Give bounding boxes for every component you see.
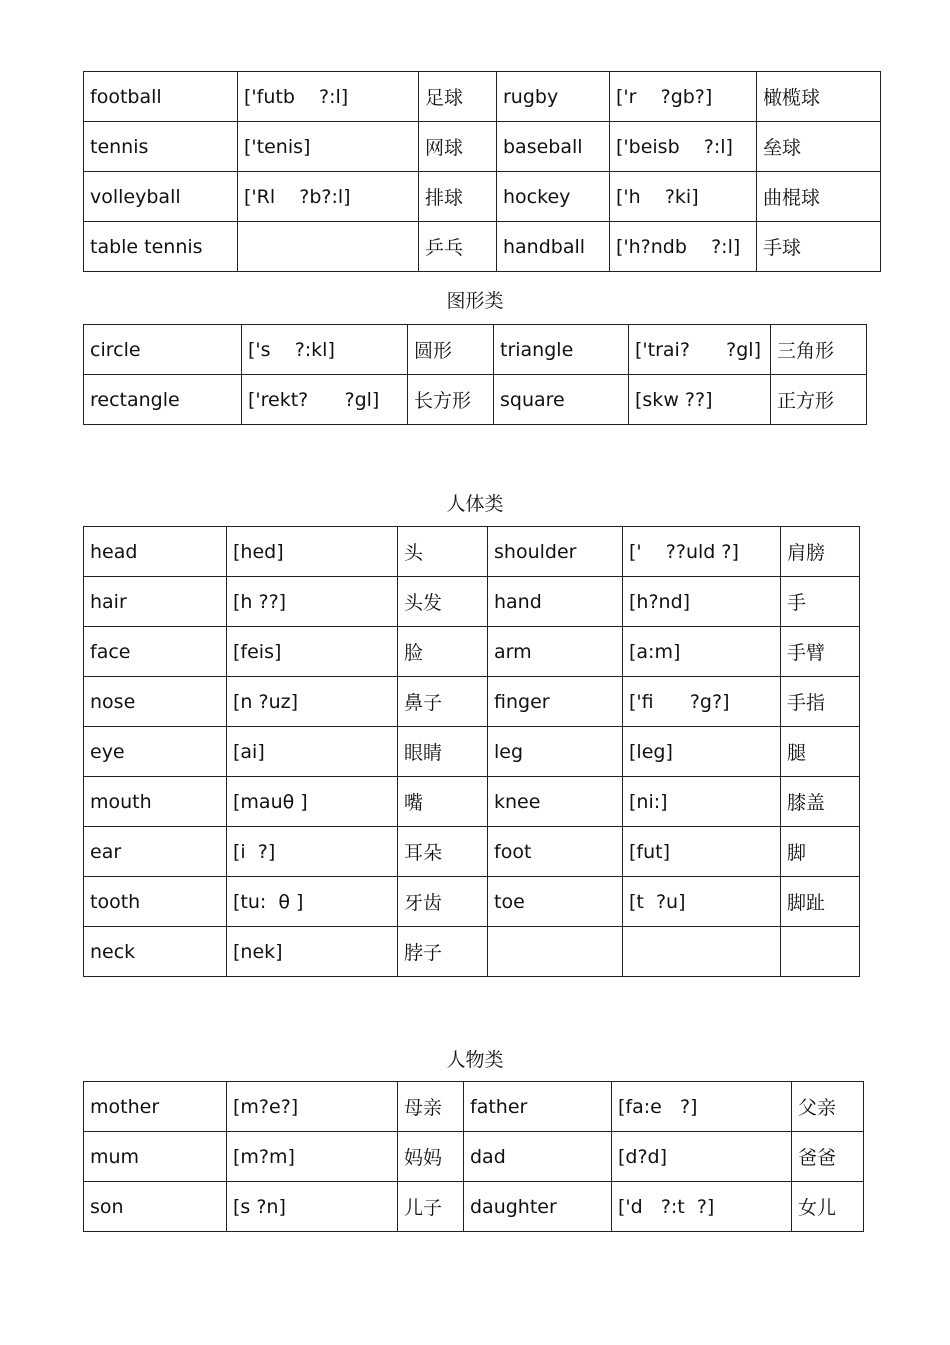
chinese-meaning: 女儿 xyxy=(792,1182,864,1232)
chinese-meaning: 排球 xyxy=(419,172,497,222)
chinese-meaning: 手指 xyxy=(781,677,860,727)
english-word: knee xyxy=(488,777,623,827)
chinese-meaning: 手臂 xyxy=(781,627,860,677)
section-title-shapes: 图形类 xyxy=(446,290,504,312)
chinese-meaning: 肩膀 xyxy=(781,527,860,577)
english-word: toe xyxy=(488,877,623,927)
section-title-people: 人物类 xyxy=(446,1049,504,1071)
english-word: dad xyxy=(464,1132,612,1182)
english-word: finger xyxy=(488,677,623,727)
phonetic: ['r ?gb?] xyxy=(610,72,757,122)
phonetic: ['d ?:t ?] xyxy=(612,1182,792,1232)
english-word xyxy=(488,927,623,977)
phonetic: [d?d] xyxy=(612,1132,792,1182)
chinese-meaning: 妈妈 xyxy=(398,1132,464,1182)
english-word: football xyxy=(84,72,238,122)
phonetic: ['Rl ?b?:l] xyxy=(238,172,419,222)
table-row xyxy=(84,577,860,627)
phonetic: [s ?n] xyxy=(227,1182,398,1232)
people-table xyxy=(83,1081,864,1232)
table-row xyxy=(84,627,860,677)
phonetic: [feis] xyxy=(227,627,398,677)
english-word: face xyxy=(84,627,227,677)
english-word: tennis xyxy=(84,122,238,172)
english-word: volleyball xyxy=(84,172,238,222)
chinese-meaning: 牙齿 xyxy=(398,877,488,927)
english-word: leg xyxy=(488,727,623,777)
chinese-meaning: 橄榄球 xyxy=(757,72,881,122)
table-row xyxy=(84,325,867,375)
phonetic: ['rekt? ?gl] xyxy=(242,375,408,425)
body-table xyxy=(83,526,860,977)
chinese-meaning: 头 xyxy=(398,527,488,577)
phonetic: [i ?] xyxy=(227,827,398,877)
english-word: hair xyxy=(84,577,227,627)
table-row xyxy=(84,877,860,927)
english-word: hand xyxy=(488,577,623,627)
phonetic: ['beisb ?:l] xyxy=(610,122,757,172)
chinese-meaning xyxy=(781,927,860,977)
phonetic xyxy=(623,927,781,977)
chinese-meaning: 手 xyxy=(781,577,860,627)
shapes-table xyxy=(83,324,867,425)
chinese-meaning: 脚趾 xyxy=(781,877,860,927)
table-row xyxy=(84,927,860,977)
phonetic: [tu: θ ] xyxy=(227,877,398,927)
chinese-meaning: 三角形 xyxy=(771,325,867,375)
english-word: hockey xyxy=(497,172,610,222)
phonetic: [skw ??] xyxy=(629,375,771,425)
english-word: rugby xyxy=(497,72,610,122)
english-word: square xyxy=(494,375,629,425)
phonetic: [fut] xyxy=(623,827,781,877)
chinese-meaning: 脸 xyxy=(398,627,488,677)
english-word: foot xyxy=(488,827,623,877)
chinese-meaning: 圆形 xyxy=(408,325,494,375)
phonetic: [h ??] xyxy=(227,577,398,627)
section-title-body: 人体类 xyxy=(446,493,504,515)
chinese-meaning: 眼睛 xyxy=(398,727,488,777)
table-row xyxy=(84,527,860,577)
phonetic: [m?e?] xyxy=(227,1082,398,1132)
english-word: neck xyxy=(84,927,227,977)
chinese-meaning: 母亲 xyxy=(398,1082,464,1132)
phonetic: [fa:e ?] xyxy=(612,1082,792,1132)
chinese-meaning: 乒乓 xyxy=(419,222,497,272)
table-row xyxy=(84,172,881,222)
phonetic: [h?nd] xyxy=(623,577,781,627)
english-word: eye xyxy=(84,727,227,777)
english-word: baseball xyxy=(497,122,610,172)
phonetic: [a:m] xyxy=(623,627,781,677)
chinese-meaning: 脚 xyxy=(781,827,860,877)
phonetic: ['s ?:kl] xyxy=(242,325,408,375)
chinese-meaning: 曲棍球 xyxy=(757,172,881,222)
phonetic: [ai] xyxy=(227,727,398,777)
phonetic: [n ?uz] xyxy=(227,677,398,727)
chinese-meaning: 父亲 xyxy=(792,1082,864,1132)
english-word: handball xyxy=(497,222,610,272)
english-word: tooth xyxy=(84,877,227,927)
table-row xyxy=(84,727,860,777)
english-word: mum xyxy=(84,1132,227,1182)
chinese-meaning: 脖子 xyxy=(398,927,488,977)
phonetic: [' ??uld ?] xyxy=(623,527,781,577)
chinese-meaning: 耳朵 xyxy=(398,827,488,877)
phonetic: ['fi ?g?] xyxy=(623,677,781,727)
chinese-meaning: 头发 xyxy=(398,577,488,627)
english-word: rectangle xyxy=(84,375,242,425)
table-row xyxy=(84,375,867,425)
chinese-meaning: 膝盖 xyxy=(781,777,860,827)
english-word: daughter xyxy=(464,1182,612,1232)
english-word: table tennis xyxy=(84,222,238,272)
phonetic: ['trai? ?gl] xyxy=(629,325,771,375)
table-row xyxy=(84,72,881,122)
chinese-meaning: 爸爸 xyxy=(792,1132,864,1182)
english-word: circle xyxy=(84,325,242,375)
table-row xyxy=(84,1132,864,1182)
phonetic: [nek] xyxy=(227,927,398,977)
phonetic: ['futb ?:l] xyxy=(238,72,419,122)
english-word: triangle xyxy=(494,325,629,375)
chinese-meaning: 正方形 xyxy=(771,375,867,425)
table-row xyxy=(84,1082,864,1132)
phonetic: [m?m] xyxy=(227,1132,398,1182)
chinese-meaning: 儿子 xyxy=(398,1182,464,1232)
english-word: head xyxy=(84,527,227,577)
chinese-meaning: 腿 xyxy=(781,727,860,777)
table-row xyxy=(84,222,881,272)
chinese-meaning: 嘴 xyxy=(398,777,488,827)
english-word: arm xyxy=(488,627,623,677)
chinese-meaning: 鼻子 xyxy=(398,677,488,727)
phonetic: ['h ?ki] xyxy=(610,172,757,222)
english-word: mouth xyxy=(84,777,227,827)
table-row xyxy=(84,122,881,172)
chinese-meaning: 网球 xyxy=(419,122,497,172)
english-word: father xyxy=(464,1082,612,1132)
table-row xyxy=(84,677,860,727)
english-word: mother xyxy=(84,1082,227,1132)
phonetic: [ni:] xyxy=(623,777,781,827)
chinese-meaning: 足球 xyxy=(419,72,497,122)
english-word: son xyxy=(84,1182,227,1232)
sports-table xyxy=(83,71,881,272)
english-word: ear xyxy=(84,827,227,877)
chinese-meaning: 垒球 xyxy=(757,122,881,172)
phonetic: [mauθ ] xyxy=(227,777,398,827)
phonetic: [hed] xyxy=(227,527,398,577)
table-row xyxy=(84,1182,864,1232)
chinese-meaning: 长方形 xyxy=(408,375,494,425)
phonetic: ['h?ndb ?:l] xyxy=(610,222,757,272)
english-word: nose xyxy=(84,677,227,727)
phonetic: [t ?u] xyxy=(623,877,781,927)
phonetic xyxy=(238,222,419,272)
chinese-meaning: 手球 xyxy=(757,222,881,272)
phonetic: ['tenis] xyxy=(238,122,419,172)
table-row xyxy=(84,827,860,877)
table-row xyxy=(84,777,860,827)
english-word: shoulder xyxy=(488,527,623,577)
phonetic: [leg] xyxy=(623,727,781,777)
